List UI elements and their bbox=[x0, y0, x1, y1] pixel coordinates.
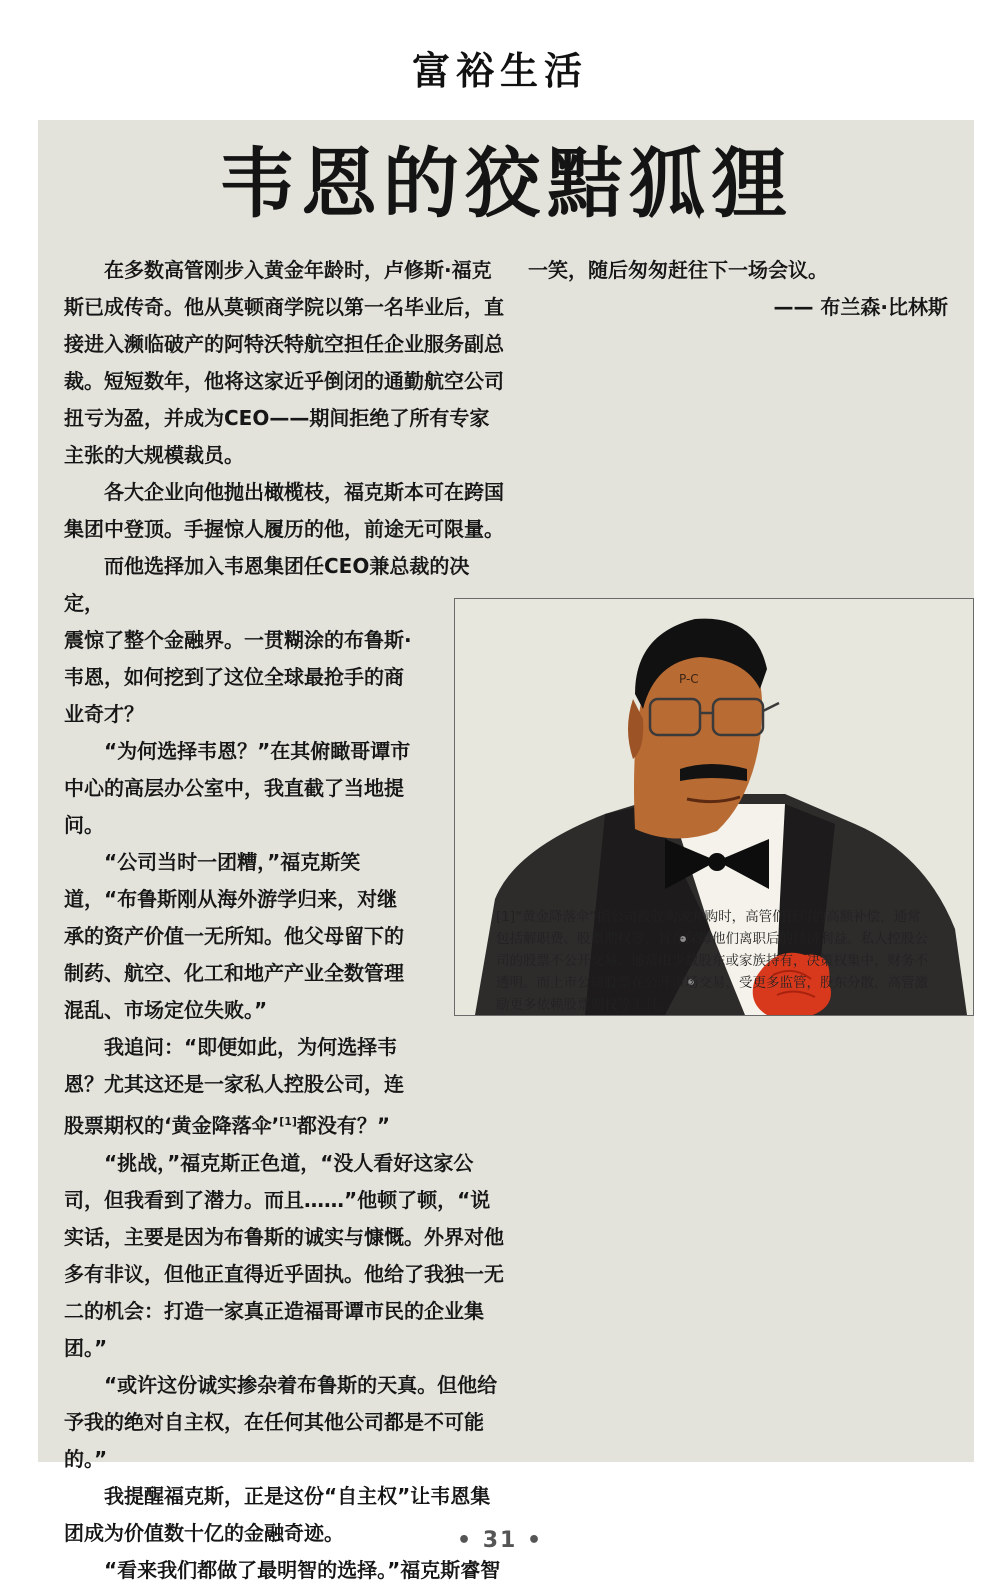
article-paragraph: “公司当时一团糟，”福克斯笑道，“布鲁斯刚从海外游学归来，对继承的资产价值一无所知。他父母留下的制药、航空、化工和地产产业全数管理混乱、市场定位失败。” bbox=[64, 850, 404, 1022]
footnote bbox=[496, 906, 928, 1016]
article-paragraph: 震惊了整个金融界。一贯糊涂的布鲁斯·韦恩，如何挖到了这位全球最抢手的商业奇才？ bbox=[64, 628, 412, 726]
article-paragraph: “看来我们都做了最明智的选择。”福克斯睿智 bbox=[104, 1557, 501, 1582]
paragraph-text: 都没有？” bbox=[296, 1113, 391, 1138]
section-header: 富裕生活 bbox=[411, 49, 588, 93]
article-column-right bbox=[528, 252, 948, 326]
article-paragraph: “或许这份诚实掺杂着布鲁斯的天真。但他给予我的绝对自主权，在任何其他公司都是不可能的。” bbox=[64, 1372, 498, 1471]
article-paragraph bbox=[64, 1029, 414, 1145]
headline: 韦恩的狡黠狐狸 bbox=[219, 139, 793, 228]
article-paragraph: 在多数高管刚步入黄金年龄时，卢修斯·福克斯已成传奇。他从莫顿商学院以第一名毕业后，直接进入濒临破产的阿特沃特航空担任企业服务副总裁。短短数年，他将这家近乎倒闭的通勤航空公司扭亏为盈，并成为CEO——期间拒绝了所有专家主张的大规模裁员。 bbox=[64, 258, 504, 467]
article-paragraph: 一笑，随后匆匆赶往下一场会议。 bbox=[528, 258, 828, 282]
article-paragraph: 而他选择加入韦恩集团任CEO兼总裁的决定， bbox=[64, 554, 470, 615]
footnote-text: [1]“黄金降落伞”指公司被收购或并购时，高管们获得的高额补偿，通常包括解职费、股票期权等，旨在保障他们离职后的经济利益。私人控股公司的股票不公开交易，通常由少数股东或家族持有，决策权集中，财务不透明。而上市公司股票在公开市场交易，受更多监管，股东分散，高管激励更多依赖股票期权等工具。 bbox=[496, 909, 928, 1013]
footnote-ref: [1] bbox=[279, 1115, 297, 1128]
paragraph-text: 我追问：“即便如此，为何选择韦恩？尤其这还是一家私人控股公司，连股票期权的‘黄金降落伞’ bbox=[64, 1035, 404, 1138]
article-paragraph: 各大企业向他抛出橄榄枝，福克斯本可在跨国集团中登顶。手握惊人履历的他，前途无可限量。 bbox=[64, 480, 504, 541]
article-column-left bbox=[64, 252, 504, 1589]
byline: —— 布兰森·比林斯 bbox=[773, 295, 948, 319]
article-paragraph: “挑战，”福克斯正色道，“没人看好这家公司，但我看到了潜力。而且……”他顿了顿，“说实话，主要是因为布鲁斯的诚实与慷慨。外界对他多有非议，但他正直得近乎固执。他给了我独一无二的机会：打造一家真正造福哥谭市民的企业集团。” bbox=[64, 1150, 504, 1360]
article-paragraph: “为何选择韦恩？”在其俯瞰哥谭市中心的高层办公室中，我直截了当地提问。 bbox=[64, 739, 411, 837]
article-paragraph: 我提醒福克斯，正是这份“自主权”让韦恩集团成为价值数十亿的金融奇迹。 bbox=[64, 1483, 491, 1545]
forehead-mark: P-C bbox=[679, 672, 699, 686]
bow-tie-knot bbox=[708, 853, 726, 871]
page-number: • 31 • bbox=[456, 1528, 544, 1553]
